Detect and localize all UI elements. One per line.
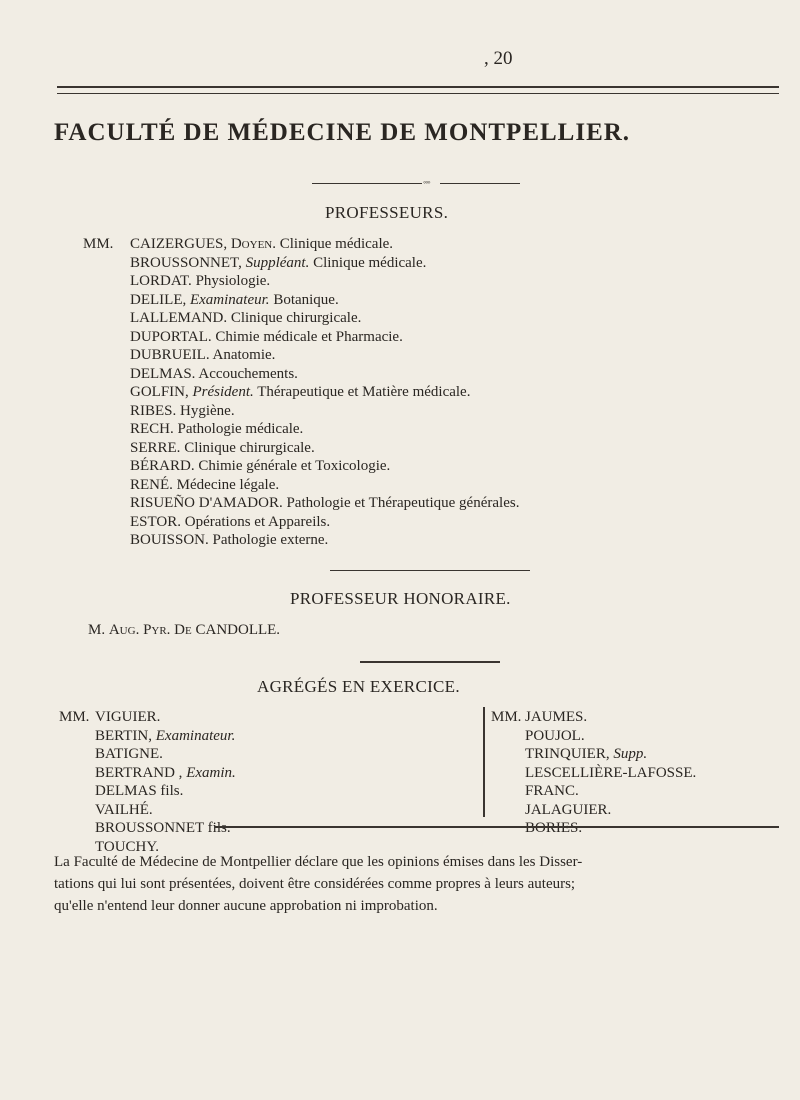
professor-name: RENÉ.	[130, 476, 173, 493]
bottom-rule	[215, 826, 779, 828]
agrege-entry	[95, 765, 236, 782]
professor-entry	[130, 384, 470, 401]
agrege-name: TOUCHY.	[95, 838, 160, 855]
page-number: , 20	[484, 48, 513, 69]
professors-heading: PROFESSEURS.	[325, 203, 449, 222]
professor-entry	[130, 421, 303, 438]
declaration	[54, 851, 794, 917]
professor-subject: Anatomie.	[212, 347, 276, 363]
professor-subject: Clinique médicale.	[313, 254, 427, 271]
professor-subject: Thérapeutique et Matière médicale.	[257, 384, 471, 400]
professor-subject: Hygiène.	[180, 402, 235, 419]
professor-name: DELILE,	[130, 291, 187, 308]
professor-name: LALLEMAND.	[130, 310, 228, 326]
agrege-name: JALAGUIER.	[525, 801, 612, 818]
professor-subject: Médecine légale.	[176, 476, 280, 493]
agrege-role: Examin.	[186, 764, 236, 781]
professor-name: RECH.	[130, 421, 174, 437]
agrege-name: BERTRAND ,	[95, 764, 183, 781]
professor-name: ESTOR.	[130, 513, 181, 530]
declaration-line: qu'elle n'entend leur donner aucune approbation ni improbation.	[54, 898, 438, 914]
agreges-left-prefix: MM.	[59, 709, 90, 725]
agrege-name: FRANC.	[525, 783, 579, 799]
professor-entry	[130, 273, 270, 290]
professor-subject: Accouchements.	[198, 365, 298, 382]
agrege-name: LESCELLIÈRE-LAFOSSE.	[525, 764, 697, 781]
agrege-entry	[525, 746, 647, 763]
professor-subject: Opérations et Appareils.	[184, 513, 331, 530]
professor-name: DUPORTAL.	[130, 328, 212, 345]
agrege-entry	[95, 728, 235, 745]
declaration-line: tations qui lui sont présentées, doivent être considérées comme propres à leurs auteurs;	[54, 876, 576, 892]
professor-subject: Physiologie.	[195, 273, 271, 289]
top-double-rule	[57, 86, 779, 94]
agrege-entry	[95, 709, 160, 726]
agrege-role: Examinateur.	[155, 727, 236, 744]
professor-role: Suppléant.	[245, 254, 310, 271]
professor-entry	[130, 477, 279, 494]
ornament-rule	[330, 570, 530, 571]
agrege-entry	[525, 802, 611, 819]
agrege-entry	[525, 820, 582, 837]
column-divider	[483, 707, 485, 817]
agreges-right-prefix: MM.	[491, 709, 522, 725]
agrege-entry	[525, 765, 696, 782]
professor-subject: Chimie générale et Toxicologie.	[198, 458, 391, 474]
agrege-entry	[95, 820, 231, 837]
professor-name: BOUISSON.	[130, 532, 209, 548]
honorary-heading: PROFESSEUR HONORAIRE.	[290, 589, 511, 608]
professor-entry	[130, 458, 390, 475]
professor-name: RIBES.	[130, 402, 177, 419]
agrege-name: POUJOL.	[525, 727, 585, 744]
professor-entry	[130, 495, 519, 512]
professor-subject: Pathologie médicale.	[177, 421, 304, 437]
professor-name: CAIZERGUES,	[130, 236, 228, 252]
agrege-name: BERTIN,	[95, 727, 153, 744]
professor-role: Président.	[192, 384, 254, 400]
agrege-name: JAUMES.	[525, 709, 588, 725]
professor-entry	[130, 236, 393, 253]
professor-name: DELMAS.	[130, 365, 196, 382]
professor-subject: Clinique chirurgicale.	[230, 310, 362, 326]
professor-name: BÉRARD.	[130, 458, 195, 474]
professor-subject: Pathologie et Thérapeutique générales.	[286, 495, 520, 511]
agrege-entry	[525, 728, 585, 745]
professor-subject: Chimie médicale et Pharmacie.	[215, 328, 403, 345]
professor-entry	[130, 292, 339, 309]
agrege-name: TRINQUIER,	[525, 746, 610, 762]
professor-entry	[130, 255, 426, 272]
agrege-name: BORIES.	[525, 820, 583, 836]
professor-subject: Clinique chirurgicale.	[184, 439, 315, 456]
professor-entry	[130, 329, 403, 346]
professor-entry	[130, 532, 328, 549]
agrege-entry	[95, 746, 163, 763]
faculty-title: FACULTÉ DE MÉDECINE DE MONTPELLIER.	[54, 119, 631, 146]
agrege-name: BATIGNE.	[95, 746, 163, 762]
agrege-name: VAILHÉ.	[95, 801, 153, 818]
ornament-rule-right	[440, 183, 520, 184]
professor-subject: Botanique.	[273, 291, 339, 308]
agrege-role: Supp.	[613, 746, 648, 762]
honorary-name: Aug. Pyr. De CANDOLLE.	[108, 622, 281, 638]
agrege-entry	[525, 709, 587, 726]
agrege-entry	[525, 783, 579, 800]
agreges-heading: AGRÉGÉS EN EXERCICE.	[257, 677, 460, 696]
professor-name: DUBRUEIL.	[130, 347, 210, 363]
professor-role: Examinateur.	[189, 291, 270, 308]
professor-entry	[130, 310, 361, 327]
professor-role: Doyen.	[230, 236, 276, 252]
agrege-entry	[95, 802, 153, 819]
short-rule	[360, 661, 500, 663]
ornament-rule-left	[312, 183, 422, 184]
professors-prefix: MM.	[83, 236, 114, 252]
professor-name: GOLFIN,	[130, 384, 189, 400]
professor-name: SERRE.	[130, 439, 181, 456]
professor-entry	[130, 366, 298, 383]
honorary-prefix: M.	[88, 622, 106, 638]
professor-subject: Clinique médicale.	[279, 236, 394, 252]
honorary-line	[88, 622, 280, 639]
professor-subject: Pathologie externe.	[212, 532, 329, 548]
professor-name: LORDAT.	[130, 273, 192, 289]
professor-name: BROUSSONNET,	[130, 254, 242, 271]
professor-name: RISUEÑO D'AMADOR.	[130, 495, 283, 511]
declaration-line: La Faculté de Médecine de Montpellier déclare que les opinions émises dans les Disser-	[54, 854, 583, 870]
agrege-name: DELMAS fils.	[95, 783, 184, 799]
agrege-name: BROUSSONNET fils.	[95, 820, 231, 836]
professor-entry	[130, 440, 315, 457]
ornament-dots: ◦◦◦	[423, 177, 430, 187]
professor-entry	[130, 514, 330, 531]
agrege-entry	[95, 783, 183, 800]
agrege-name: VIGUIER.	[95, 709, 161, 725]
professor-entry	[130, 347, 275, 364]
professor-entry	[130, 403, 235, 420]
